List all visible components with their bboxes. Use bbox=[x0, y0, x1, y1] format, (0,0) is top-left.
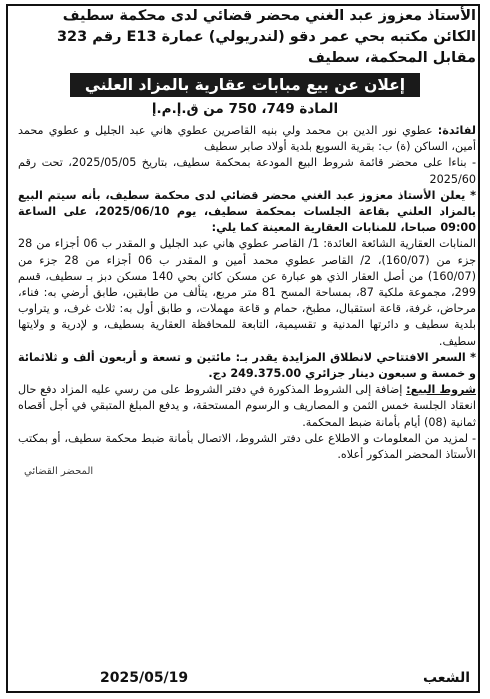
beneficiary-paragraph bbox=[18, 123, 476, 155]
bailiff-address: الكائن مكتبه بحي عمر دقو (لندريولي) عمارة E13 رقم 323 bbox=[56, 29, 476, 45]
announcement-intro: * يعلن الأستاذ معزوز عبد الغني محضر قضائي لدى محكمة سطيف، بأنه سيتم البيع بالمزاد العلني بقاعة الجلسات بمحكمة سطيف، يوم 2025/06/10، على الساعة 09:00 صباحا، للمنابات العقارية المعينة كما يلي: bbox=[18, 188, 476, 235]
opening-price: * السعر الافتتاحي لانطلاق المزايدة يقدر بـ: مائتين و تسعة و أربعون ألف و ثلاثمائة و خمسة و سبعون دينار جزائري 249.375.00 دج. bbox=[18, 350, 476, 381]
property-details: المنابات العقارية الشائعة العائدة: 1/ القاصر عطوي هاني عبد الجليل و المقدر ب 06 أجزاء من 28 جزء من (160/07)، 2/ القاصر عطوي محمد أمين و المقدر ب 06 أجزاء من 28 جزء من (160/07) من أصل العقار الذي هو عبارة عن مسكن كائن بحي 140 مسكن دبز بـ سطيف، قسم 299، مجموعة ملكية 87، بمساحة المسح 81 متر مربع، يتألف من طابقين، طابق أرضي به: فناء، مرحاض، غرفة، قاعة استقبال، مطبخ، حمام و قاعة مهملات، و طابق أول به: ثلاث غرف، و يتراوب بلدية سطيف و دائرتها المدنية و تقسيمية، التابعة للمحافظة العقارية بسطيف، و لإدرية و ولايتها سطيف. bbox=[18, 237, 476, 348]
legal-article-reference: المادة 749، 750 من ق.إ.م.إ bbox=[151, 101, 339, 117]
bailiff-address-landmark: مقابل المحكمة، سطيف bbox=[308, 50, 476, 66]
more-info-paragraph: - لمزيد من المعلومات و الاطلاع على دفتر الشروط، الاتصال بأمانة ضبط محكمة سطيف، أو بمكتب الأستاذ المحضر المذكور أعلاه. bbox=[18, 431, 476, 462]
newspaper-name: الشعب bbox=[422, 670, 470, 686]
publication-footer bbox=[10, 670, 480, 686]
notice-title-banner: إعلان عن بيع مبابات عقارية بالمزاد العلني bbox=[70, 73, 420, 97]
conditions-paragraph bbox=[18, 382, 476, 431]
bailiff-name: الأستاذ معزوز عبد الغني محضر قضائي لدى محكمة سطيف bbox=[62, 8, 476, 24]
signature: المحضر القضائي bbox=[24, 466, 94, 478]
signature-row bbox=[18, 464, 476, 480]
beneficiary-text: عطوي نور الدين بن محمد ولي بنيه القاصرين عطوي هاني عبد الجليل و عطوي محمد أمين، الساكن (ة) ب: بقرية السوبع بلدية أولاد صابر سطيف bbox=[18, 124, 476, 154]
conditions-label: شروط البيع: bbox=[406, 383, 476, 397]
conditions-text: إضافة إلى الشروط المذكورة في دفتر الشروط على من رسي عليه المزاد دفع حال انعقاد الجلسة خمس الثمن و المصاريف و الرسوم المستحقة، و يدفع المبلغ المتبقي في أجل أقصاه ثمانية (08) أيام بأمانة ضبط المحكمة. bbox=[18, 383, 476, 429]
notice-body bbox=[18, 123, 476, 480]
basis-paragraph: - بناءا على محضر قائمة شروط البيع المودعة بمحكمة سطيف، بتاريخ 2025/05/05، تحت رقم 2025/60 bbox=[18, 156, 476, 186]
publication-date: 2025/05/19 bbox=[100, 670, 189, 686]
beneficiary-label: لفائدة: bbox=[437, 124, 476, 137]
notice-content bbox=[10, 6, 480, 690]
